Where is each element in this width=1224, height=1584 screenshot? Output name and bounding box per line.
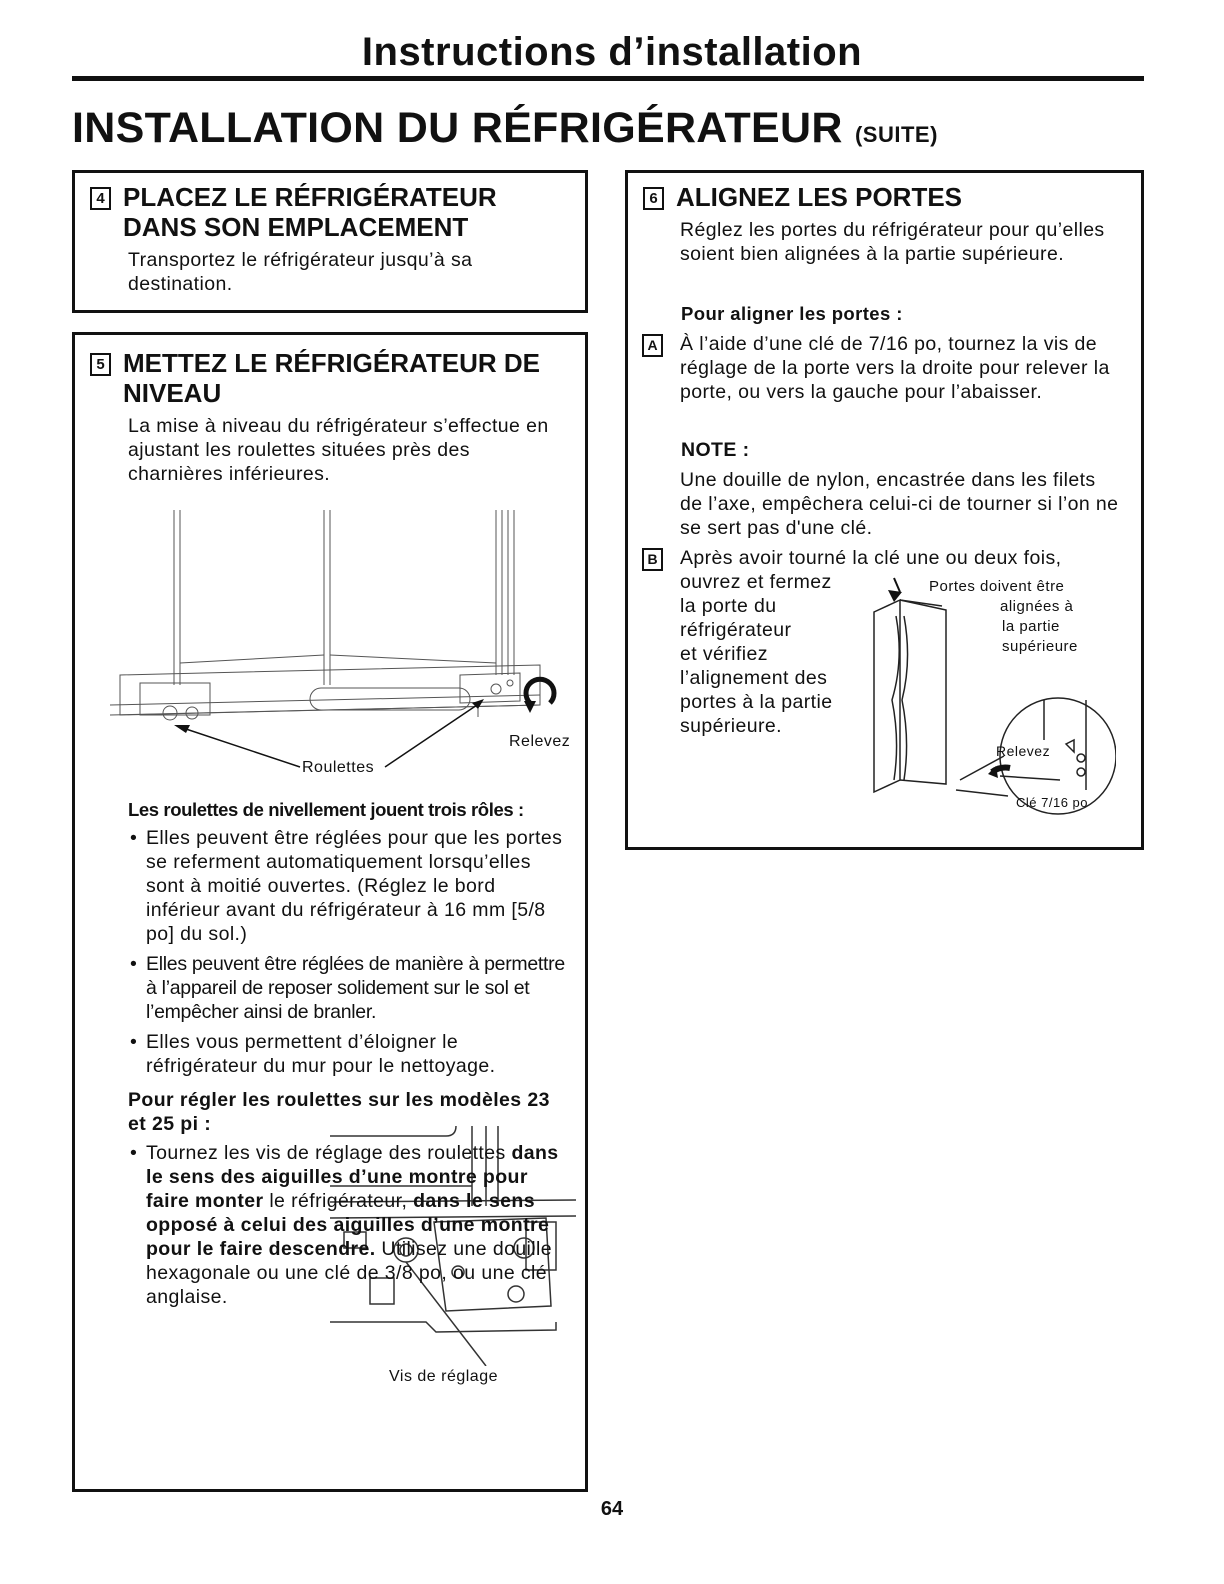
turn-text-2: le réfrigérateur, xyxy=(263,1190,414,1212)
roles-heading: Les roulettes de nivellement jouent trois rôles : xyxy=(128,799,524,820)
turn-text-1: Tournez les vis de réglage des roulettes xyxy=(146,1142,512,1164)
page-number: 64 xyxy=(600,1498,624,1520)
roulettes-label: Roulettes xyxy=(302,759,375,776)
note-text: Une douille de nylon, encastrée dans les filets de l’axe, empêchera celui-ci de tourner si l’on ne se sert pas d'une clé. xyxy=(680,469,1119,539)
section-title-suffix: (SUITE) xyxy=(854,122,938,147)
section-title xyxy=(72,104,938,153)
roulettes-illustration xyxy=(100,505,580,795)
b-line: réfrigérateur xyxy=(680,619,792,641)
models-heading: Pour régler les roulettes sur les modèles 23 et 25 pi : xyxy=(128,1089,550,1135)
step5-title: METTEZ LE RÉFRIGÉRATEUR DE NIVEAU xyxy=(123,348,540,408)
turn-instructions: • Tournez les vis de réglage des roulettes dans le sens des aiguilles d’une montre pour faire monter le réfrigérateur, dans le sens opposé à celui des aiguilles d’une montre pour le faire descendre. Utilisez une douille hexagonale ou une clé de 3/8 po, ou une clé anglaise. xyxy=(130,1142,559,1308)
section-title-text: INSTALLATION DU RÉFRIGÉRATEUR xyxy=(72,104,855,152)
step5-number: 5 xyxy=(90,353,111,376)
fig-key-label: Clé 7/16 po xyxy=(1016,795,1088,810)
fig-label-line: Portes doivent être xyxy=(929,578,1065,595)
step-b-marker: B xyxy=(642,548,663,571)
role-item: • Elles peuvent être réglées de manière à permettre à l’appareil de reposer solidement sur le sol et l’empêcher ainsi de branler. xyxy=(126,952,572,1024)
header-rule xyxy=(72,76,1144,81)
relevez-label: Relevez xyxy=(509,733,571,750)
step6-title: ALIGNEZ LES PORTES xyxy=(676,182,963,212)
role-item: • Elles vous permettent d’éloigner le réfrigérateur du mur pour le nettoyage. xyxy=(126,1030,572,1078)
fig-label-line: alignées à xyxy=(1000,598,1074,615)
step6-heading xyxy=(643,182,1123,212)
fig-label-line: la partie xyxy=(1002,618,1060,635)
step4-number: 4 xyxy=(90,187,111,210)
b-line: supérieure. xyxy=(680,715,782,737)
step5-heading xyxy=(90,348,570,408)
note-heading: NOTE : xyxy=(681,439,750,461)
door-alignment-illustration xyxy=(860,570,1116,830)
step-b-text xyxy=(680,570,880,738)
b-line: l’alignement des xyxy=(680,667,828,689)
step-b-line1: Après avoir tourné la clé une ou deux fois, xyxy=(680,547,1062,569)
step4-title: PLACEZ LE RÉFRIGÉRATEUR DANS SON EMPLACEMENT xyxy=(123,182,497,242)
step6-intro: Réglez les portes du réfrigérateur pour qu’elles soient bien alignées à la partie supérieure. xyxy=(680,219,1105,265)
step4-heading xyxy=(90,182,570,242)
turn-bold-1: dans le sens des aiguilles d’une montre pour faire monter xyxy=(146,1142,559,1212)
b-line: portes à la partie xyxy=(680,691,833,713)
page-header-title: Instructions d’installation xyxy=(361,30,863,74)
step6-number: 6 xyxy=(643,187,664,210)
b-line: ouvrez et fermez xyxy=(680,571,832,593)
step5-intro: La mise à niveau du réfrigérateur s’effectue en ajustant les roulettes situées près des charnières inférieures. xyxy=(128,415,549,485)
step-a-text: À l’aide d’une clé de 7/16 po, tournez la vis de réglage de la porte vers la droite pour relever la porte, ou vers la gauche pour l’abaisser. xyxy=(680,333,1110,403)
turn-text-3: Utilisez une douille hexagonale ou une clé de 3/8 po, ou une clé anglaise. xyxy=(146,1238,553,1308)
step-a-marker: A xyxy=(642,334,663,357)
screw-label: Vis de réglage xyxy=(389,1368,498,1385)
fig-relevez-label: Relevez xyxy=(996,743,1051,759)
b-line: et vérifiez xyxy=(680,643,768,665)
turn-bold-2: dans le sens opposé à celui des aiguilles d’une montre pour le faire descendre. xyxy=(146,1190,550,1260)
b-line: la porte du xyxy=(680,595,777,617)
step4-text: Transportez le réfrigérateur jusqu’à sa destination. xyxy=(128,249,473,295)
how-heading: Pour aligner les portes : xyxy=(681,303,903,324)
roles-list xyxy=(126,826,572,1078)
role-item: • Elles peuvent être réglées pour que les portes se referment automatiquement lorsqu’elles sont à moitié ouvertes. (Réglez le bord inférieur avant du réfrigérateur à 16 mm [5/8 po] du sol.) xyxy=(126,826,572,946)
fig-label-line: supérieure xyxy=(1002,638,1078,655)
